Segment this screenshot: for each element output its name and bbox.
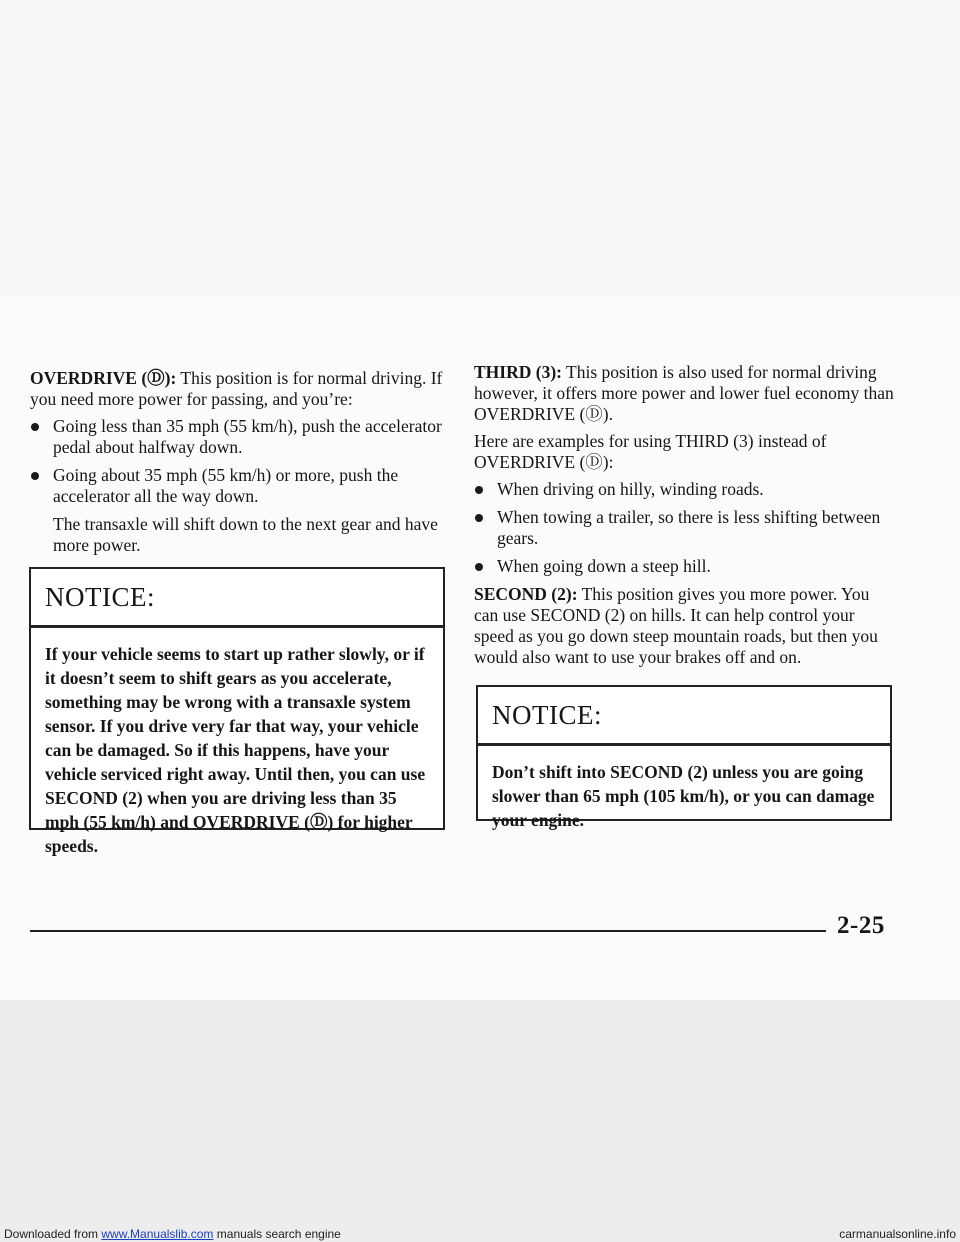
list-item-text: When towing a trailer, so there is less shifting between gears. xyxy=(497,507,881,548)
top-margin-band xyxy=(0,0,960,296)
notice-box-right xyxy=(476,685,892,830)
second-label: SECOND (2): xyxy=(474,584,578,604)
list-item xyxy=(474,556,894,577)
bottom-margin-band xyxy=(0,1000,960,1242)
bullet-icon xyxy=(31,472,39,480)
list-item xyxy=(474,479,894,500)
list-item-text: When going down a steep hill. xyxy=(497,556,711,576)
list-item xyxy=(30,465,450,507)
second-paragraph xyxy=(474,584,894,668)
list-item-text: When driving on hilly, winding roads. xyxy=(497,479,764,499)
footer-rule xyxy=(30,930,826,932)
third-text: This position is also used for normal driving however, it offers more power and lower fuel economy than OVERDRIVE (Ⓓ). xyxy=(474,362,894,424)
notice-body: Don’t shift into SECOND (2) unless you are going slower than 65 mph (105 km/h), or you can damage your engine. xyxy=(492,762,875,830)
notice-title: NOTICE: xyxy=(31,569,443,628)
notice-title: NOTICE: xyxy=(478,687,890,746)
download-suffix: manuals search engine xyxy=(213,1227,341,1241)
bullet-icon xyxy=(475,486,483,494)
overdrive-bullet-list xyxy=(30,416,450,507)
third-paragraph xyxy=(474,362,894,425)
notice-body: If your vehicle seems to start up rather slowly, or if it doesn’t seem to shift gears as you accelerate, something may be wrong with a transaxle system sensor. If you drive very far that way, your vehicle can be damaged. So if this happens, have your vehicle serviced right away. Until then, you can use SECOND (2) when you are driving less than 35 mph (55 km/h) and OVERDRIVE (Ⓓ) for higher speeds. xyxy=(45,644,426,856)
download-source xyxy=(4,1226,341,1242)
download-prefix: Downloaded from xyxy=(4,1227,102,1241)
bullet-icon xyxy=(475,514,483,522)
overdrive-text: This position is for normal driving. If you need more power for passing, and you’re: xyxy=(30,368,443,409)
manualslib-link[interactable]: www.Manualslib.com xyxy=(101,1227,214,1241)
list-item xyxy=(30,416,450,458)
list-item-text: Going less than 35 mph (55 km/h), push the accelerator pedal about halfway down. xyxy=(53,416,442,457)
download-footer xyxy=(0,1226,960,1242)
left-column xyxy=(30,368,450,556)
watermark-text: carmanualsonline.info xyxy=(839,1227,956,1241)
notice-box-left xyxy=(29,567,445,856)
page-number: 2-25 xyxy=(837,912,885,939)
second-text: This position gives you more power. You can use SECOND (2) on hills. It can help control your speed as you go down steep mountain roads, but then you would also want to use your brakes off and on. xyxy=(474,584,878,667)
overdrive-label: OVERDRIVE (Ⓓ): xyxy=(30,368,177,388)
examples-intro: Here are examples for using THIRD (3) instead of OVERDRIVE (Ⓓ): xyxy=(474,431,827,472)
overdrive-paragraph xyxy=(30,368,450,410)
list-item xyxy=(474,507,894,549)
transaxle-note: The transaxle will shift down to the next gear and have more power. xyxy=(53,514,438,555)
third-label: THIRD (3): xyxy=(474,362,562,382)
right-column xyxy=(474,362,894,668)
list-item-text: Going about 35 mph (55 km/h) or more, push the accelerator all the way down. xyxy=(53,465,399,506)
bullet-icon xyxy=(31,423,39,431)
bullet-icon xyxy=(475,563,483,571)
third-bullet-list xyxy=(474,479,894,577)
